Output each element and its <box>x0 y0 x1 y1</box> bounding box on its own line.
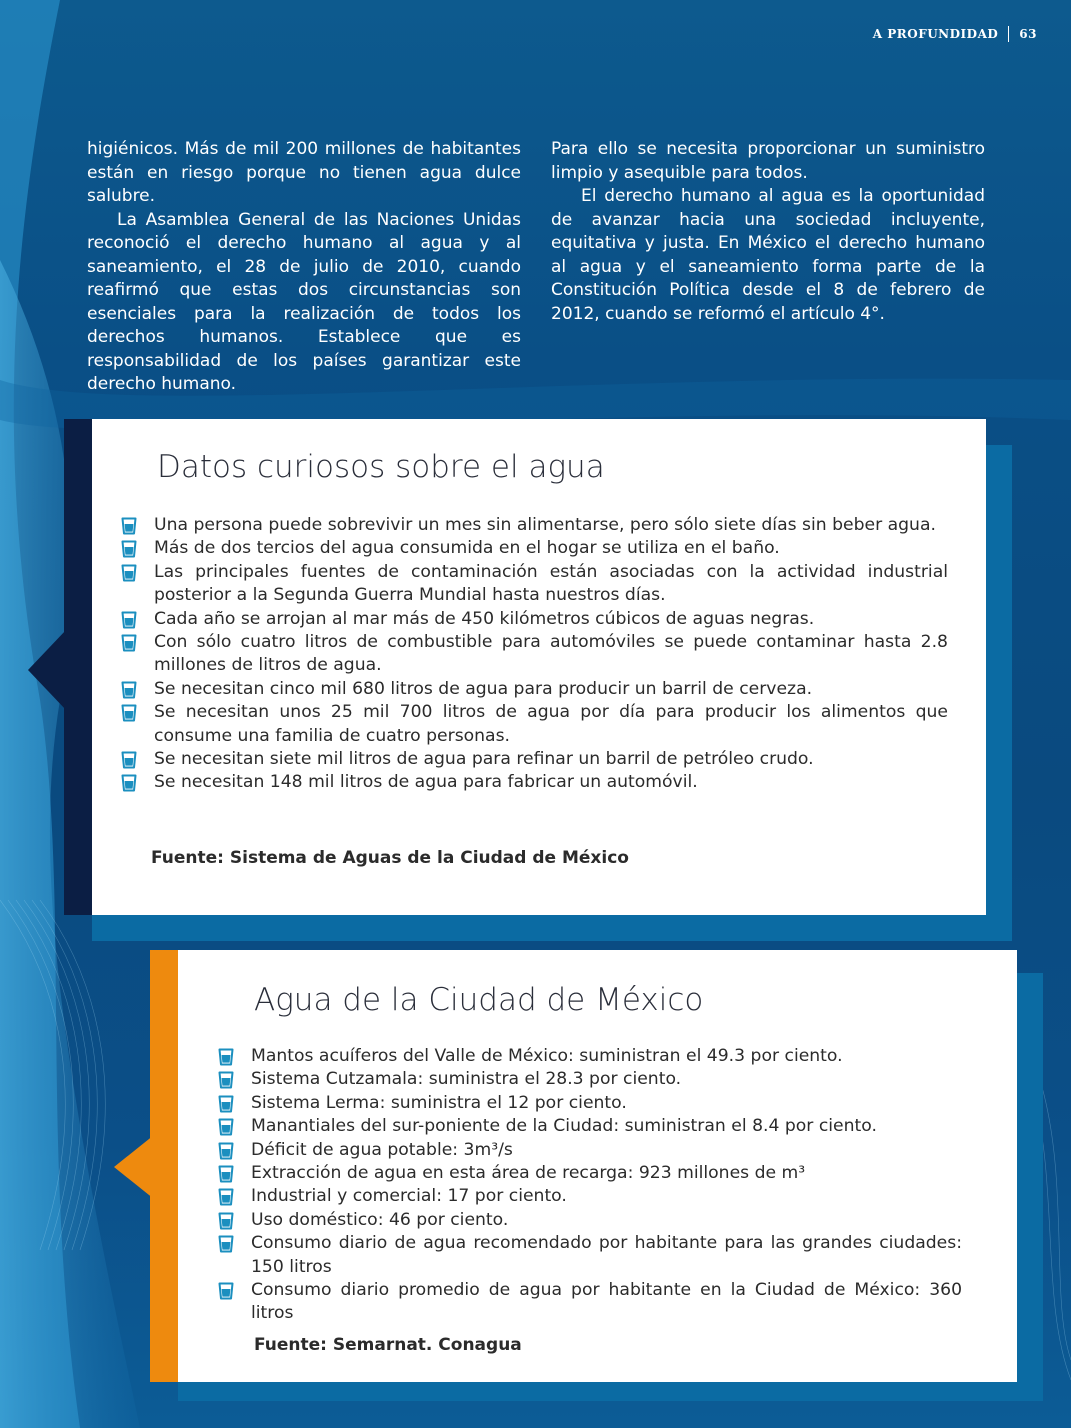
water-glass-icon <box>217 1118 235 1136</box>
list-item-text: Más de dos tercios del agua consumida en el hogar se utiliza en el baño. <box>154 538 780 559</box>
cdmx-box <box>150 950 1017 1382</box>
list-item-text: Las principales fuentes de contaminación están asociadas con la actividad industrial posterior a la Segunda Guerra Mundial hasta nuestros días. <box>154 561 948 606</box>
list-item <box>120 608 948 631</box>
list-item-text: Uso doméstico: 46 por ciento. <box>251 1209 509 1230</box>
list-item <box>120 537 948 560</box>
list-item <box>217 1092 962 1115</box>
water-glass-icon <box>120 611 138 629</box>
list-item <box>217 1232 962 1279</box>
list-item <box>217 1115 962 1138</box>
list-item <box>120 514 948 537</box>
list-item <box>120 701 948 748</box>
water-glass-icon <box>217 1188 235 1206</box>
paragraph: higiénicos. Más de mil 200 millones de habitantes están en riesgo porque no tienen agua dulce salubre. <box>87 139 521 206</box>
facts-box <box>64 419 986 915</box>
paragraph: Para ello se necesita proporcionar un suministro limpio y asequible para todos. <box>551 139 985 183</box>
water-glass-icon <box>217 1071 235 1089</box>
list-item-text: Cada año se arrojan al mar más de 450 kilómetros cúbicos de aguas negras. <box>154 608 815 629</box>
list-item <box>217 1139 962 1162</box>
water-glass-icon <box>120 517 138 535</box>
facts-list <box>120 514 948 795</box>
list-item <box>217 1185 962 1208</box>
list-item-text: Consumo diario promedio de agua por habitante en la Ciudad de México: 360 litros <box>251 1280 962 1324</box>
water-glass-icon <box>120 704 138 722</box>
list-item <box>217 1162 962 1185</box>
list-item <box>120 748 948 771</box>
list-item-text: Déficit de agua potable: 3m³/s <box>251 1139 513 1160</box>
cdmx-list <box>217 1045 962 1326</box>
text-column-right <box>551 138 985 326</box>
water-glass-icon <box>120 751 138 769</box>
box-pointer <box>114 1135 154 1199</box>
facts-source: Fuente: Sistema de Aguas de la Ciudad de México <box>151 848 629 868</box>
list-item-text: Se necesitan cinco mil 680 litros de agua para producir un barril de cerveza. <box>154 678 813 699</box>
facts-box-accent-bar <box>64 419 92 915</box>
facts-box-title: Datos curiosos sobre el agua <box>157 449 605 485</box>
list-item <box>217 1045 962 1068</box>
box-pointer <box>28 630 68 710</box>
cdmx-box-accent-bar <box>150 950 178 1382</box>
water-glass-icon <box>217 1095 235 1113</box>
paragraph: La Asamblea General de las Naciones Unidas reconoció el derecho humano al agua y al saneamiento, el 28 de julio de 2010, cuando reafirmó que estas dos circunstancias son esenciales para la realización de todos los derechos humanos. Establece que es responsabilidad de los países garantizar este derecho humano. <box>87 209 521 394</box>
water-glass-icon <box>120 540 138 558</box>
water-glass-icon <box>217 1165 235 1183</box>
list-item-text: Se necesitan 148 mil litros de agua para fabricar un automóvil. <box>154 772 698 793</box>
list-item-text: Industrial y comercial: 17 por ciento. <box>251 1186 567 1207</box>
water-glass-icon <box>217 1235 235 1253</box>
list-item-text: Extracción de agua en esta área de recarga: 923 millones de m³ <box>251 1163 806 1184</box>
list-item <box>120 678 948 701</box>
paragraph: El derecho humano al agua es la oportunidad de avanzar hacia una sociedad incluyente, equitativa y justa. En México el derecho humano al agua y el saneamiento forma parte de la Constitución Política desde el 8 de febrero de 2012, cuando se reformó el artículo 4°. <box>551 186 985 324</box>
list-item-text: Con sólo cuatro litros de combustible para automóviles se puede contaminar hasta 2.8 millones de litros de agua. <box>154 632 948 676</box>
water-glass-icon <box>120 564 138 582</box>
list-item-text: Consumo diario de agua recomendado por habitante para las grandes ciudades: 150 litros <box>251 1233 962 1277</box>
list-item-text: Sistema Lerma: suministra el 12 por ciento. <box>251 1092 627 1113</box>
water-glass-icon <box>217 1212 235 1230</box>
list-item <box>120 771 948 794</box>
water-glass-icon <box>217 1282 235 1300</box>
list-item <box>217 1068 962 1091</box>
section-name: A PROFUNDIDAD <box>872 27 999 41</box>
water-glass-icon <box>120 681 138 699</box>
list-item-text: Se necesitan unos 25 mil 700 litros de agua por día para producir los alimentos que consume una familia de cuatro personas. <box>154 702 948 746</box>
header-divider <box>1008 26 1009 42</box>
list-item-text: Sistema Cutzamala: suministra el 28.3 por ciento. <box>251 1069 682 1090</box>
list-item-text: Una persona puede sobrevivir un mes sin alimentarse, pero sólo siete días sin beber agua. <box>154 515 936 535</box>
list-item <box>217 1279 962 1326</box>
water-glass-icon <box>217 1048 235 1066</box>
list-item-text: Mantos acuíferos del Valle de México: suministran el 49.3 por ciento. <box>251 1046 843 1066</box>
list-item-text: Manantiales del sur-poniente de la Ciudad: suministran el 8.4 por ciento. <box>251 1116 877 1137</box>
running-header <box>873 26 1037 42</box>
cdmx-source: Fuente: Semarnat. Conagua <box>254 1335 522 1355</box>
list-item-text: Se necesitan siete mil litros de agua para refinar un barril de petróleo crudo. <box>154 749 814 770</box>
cdmx-box-title: Agua de la Ciudad de México <box>254 982 704 1018</box>
water-glass-icon <box>120 774 138 792</box>
water-glass-icon <box>120 634 138 652</box>
text-column-left <box>87 138 521 397</box>
page-number: 63 <box>1019 27 1037 41</box>
list-item <box>120 631 948 678</box>
list-item <box>217 1209 962 1232</box>
water-glass-icon <box>217 1142 235 1160</box>
list-item <box>120 561 948 608</box>
